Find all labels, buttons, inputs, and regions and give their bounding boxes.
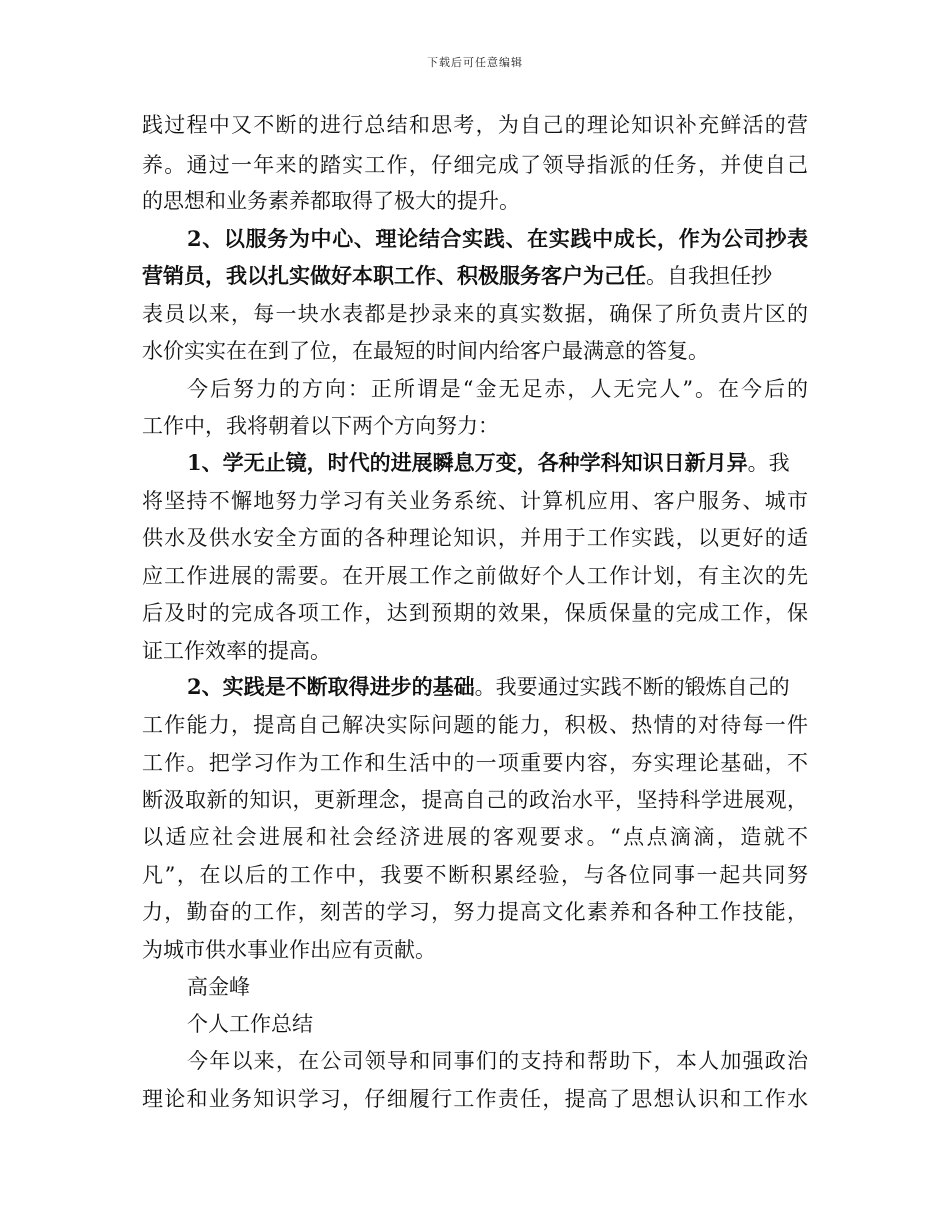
paragraph-line: 水价实实在在到了位，在最短的时间内给客户最满意的答复。 xyxy=(142,339,709,363)
bold-heading-line: 2、以服务为中心、理论结合实践、在实践中成长，作为公司抄表 xyxy=(187,226,808,251)
signature-name: 高金峰 xyxy=(187,975,250,999)
paragraph-line: 工作。把学习作为工作和生活中的一项重要内容，夯实理论基础，不 xyxy=(142,751,808,775)
paragraph-line: 理论和业务知识学习，仔细履行工作责任，提高了思想认识和工作水 xyxy=(142,1087,808,1111)
paragraph-line: 表员以来，每一块水表都是抄录来的真实数据，确保了所负责片区的 xyxy=(142,302,808,326)
paragraph-line-mixed xyxy=(187,448,790,478)
paragraph-line: 力，勤奋的工作，刻苦的学习，努力提高文化素养和各种工作技能， xyxy=(142,900,808,924)
paragraph-line: 践过程中又不断的进行总结和思考，为自己的理论知识补充鲜活的营 xyxy=(142,113,808,137)
paragraph-line: 将坚持不懈地努力学习有关业务系统、计算机应用、客户服务、城市 xyxy=(142,489,808,513)
paragraph-line-mixed xyxy=(142,261,772,291)
paragraph-line: 为城市供水事业作出应有贡献。 xyxy=(142,938,436,962)
paragraph-line: 以适应社会进展和社会经济进展的客观要求。“点点滴滴，造就不 xyxy=(142,825,808,849)
paragraph-line: 供水及供水安全方面的各种理论知识，并用于工作实践，以更好的适 xyxy=(142,526,808,550)
paragraph-text: 。自我担任抄 xyxy=(646,264,772,288)
paragraph-line: 凡”，在以后的工作中，我要不断积累经验，与各位同事一起共同努 xyxy=(142,863,808,887)
paragraph-line: 应工作进展的需要。在开展工作之前做好个人工作计划，有主次的先 xyxy=(142,564,808,588)
paragraph-line: 后及时的完成各项工作，达到预期的效果，保质保量的完成工作，保 xyxy=(142,601,808,625)
paragraph-line: 今年以来，在公司领导和同事们的支持和帮助下，本人加强政治 xyxy=(187,1049,808,1073)
bold-heading-text: 2、实践是不断取得进步的基础 xyxy=(187,674,475,699)
paragraph-text: 。我 xyxy=(747,451,790,475)
paragraph-line: 工作能力，提高自己解决实际问题的能力，积极、热情的对待每一件 xyxy=(142,713,808,737)
paragraph-line: 证工作效率的提高。 xyxy=(142,639,331,663)
page-header: 下载后可任意编辑 xyxy=(427,56,523,69)
paragraph-line: 养。通过一年来的踏实工作，仔细完成了领导指派的任务，并使自己 xyxy=(142,153,808,177)
paragraph-line: 断汲取新的知识，更新理念，提高自己的政治水平，坚持科学进展观， xyxy=(142,788,808,812)
paragraph-line: 工作中，我将朝着以下两个方向努力： xyxy=(142,414,499,438)
paragraph-line-mixed xyxy=(187,672,790,702)
bold-heading-text: 营销员，我以扎实做好本职工作、积极服务客户为己任 xyxy=(142,263,646,288)
bold-heading-text: 1、学无止镜，时代的进展瞬息万变，各种学科知识日新月异 xyxy=(187,450,748,475)
paragraph-text: 。我要通过实践不断的锻炼自己的 xyxy=(474,675,790,699)
paragraph-line: 的思想和业务素养都取得了极大的提升。 xyxy=(142,189,520,213)
paragraph-line: 今后努力的方向：正所谓是“金无足赤，人无完人”。在今后的 xyxy=(187,377,808,401)
section-title: 个人工作总结 xyxy=(187,1012,313,1036)
